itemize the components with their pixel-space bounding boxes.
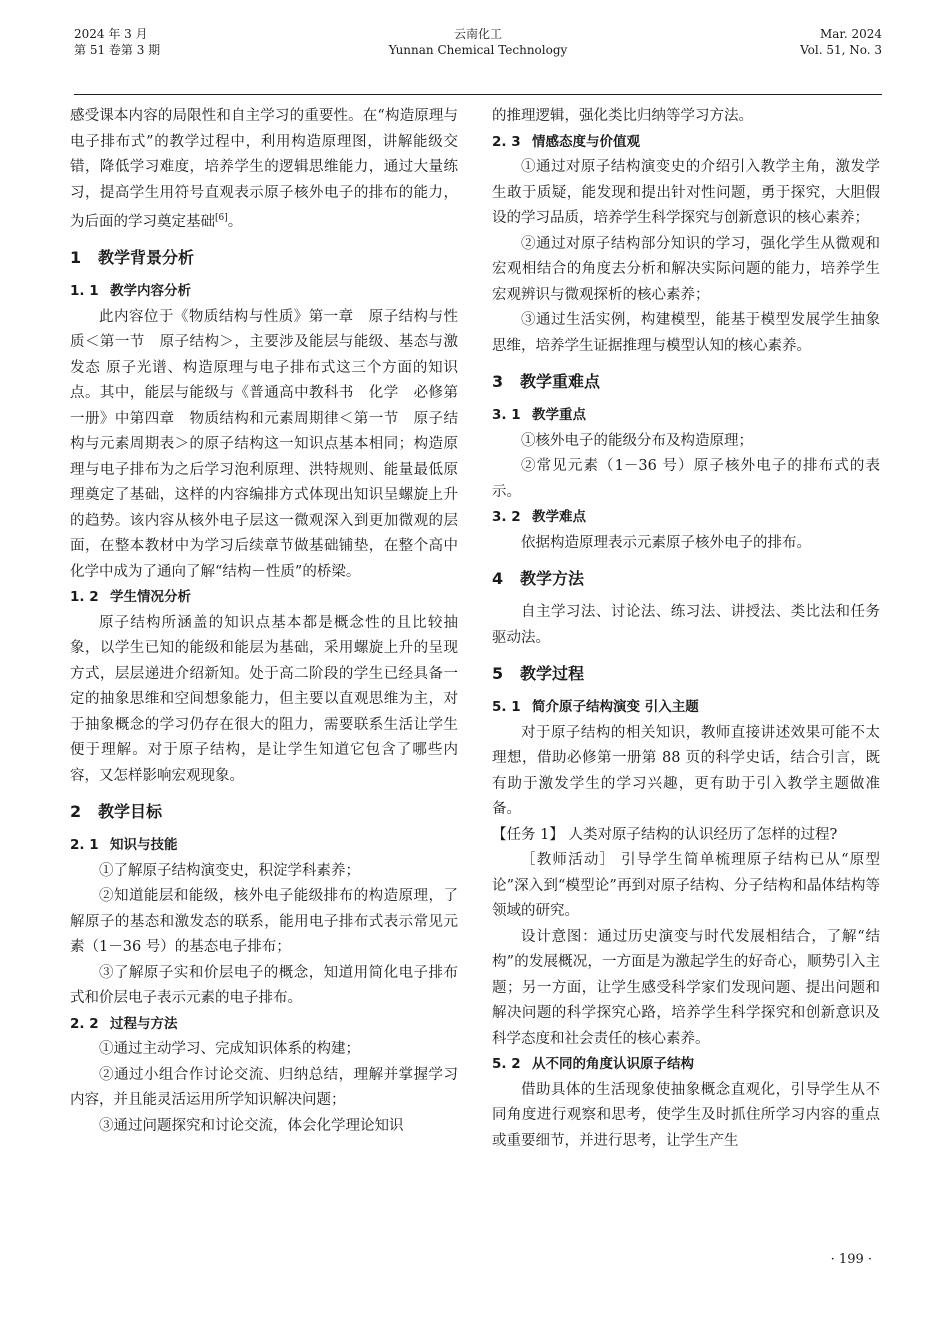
subsection-heading: 5. 2 从不同的角度认识原子结构 xyxy=(492,1056,694,1072)
paragraph: 此内容位于《物质结构与性质》第一章 原子结构与性质＜第一节 原子结构＞，主要涉及能层与能级、基态与激发态 原子光谱、构造原理与电子排布式这三个方面的知识点。其中，能层与能级与《普通高中教科书 化学 必修第一册》中第四章 物质结构和元素周期律＜第一节 原子结构与元素周期表＞的原子结构这一知识点基本相同；构造原理与电子排布为之后学习泡利原理、洪特规则、能量最低原理奠定了基础，这样的内容编排方式体现出知识呈螺旋上升的趋势。该内容从核外电子层这一微观深入到更加微观的层面，在整本教材中为学习后续章节做基础铺垫，在整个高中化学中成为了通向了解“结构－性质”的桥梁。 xyxy=(70,308,458,580)
intro-paragraph: 感受课本内容的局限性和自主学习的重要性。在“构造原理与电子排布式”的教学过程中，利用构造原理图，讲解能级交错，降低学习难度，培养学生的逻辑思维能力，通过大量练习，提高学生用符号直观表示原子核外电子的排布的能力，为后面的学习奠定基础[6]。 xyxy=(70,108,458,230)
list-item: ③通过问题探究和讨论交流，体会化学理论知识 xyxy=(99,1117,404,1134)
section-heading: 1 教学背景分析 xyxy=(70,248,195,268)
design-intent: 设计意图：通过历史演变与时代发展相结合，了解“结构”的发展概况，一方面是为激起学生的好奇心，顺势引入主题；另一方面，让学生感受科学家们发现问题、提出问题和解决问题的科学探究心路，培养学生科学探究和创新意识及科学态度和社会责任的核心素养。 xyxy=(492,928,880,1047)
section-heading: 2 教学目标 xyxy=(70,802,163,822)
citation-ref: [6] xyxy=(215,213,228,223)
list-item: ①通过对原子结构演变史的介绍引入教学主角，激发学生敢于质疑，能发现和提出针对性问题，勇于探究，大胆假设的学习品质，培养学生科学探究与创新意识的核心素养； xyxy=(492,159,880,226)
header-volume: 第 51 卷第 3 期 xyxy=(74,43,161,57)
subsection-heading: 2. 1 知识与技能 xyxy=(70,837,178,854)
header-volume-en: Vol. 51, No. 3 xyxy=(800,43,882,57)
header-date-en: Mar. 2024 xyxy=(819,27,882,41)
subsection-heading: 1. 1 教学内容分析 xyxy=(70,283,191,300)
paragraph: 借助具体的生活现象使抽象概念直观化，引导学生从不同角度进行观察和思考，使学生及时抓住所学习内容的重点或重要细节，并进行思考，让学生产生 xyxy=(492,1081,880,1149)
paragraph: 的推理逻辑，强化类比归纳等学习方法。 xyxy=(492,108,753,124)
paragraph: 自主学习法、讨论法、练习法、讲授法、类比法和任务驱动法。 xyxy=(492,604,880,646)
paragraph: 依据构造原理表示元素原子核外电子的排布。 xyxy=(521,534,811,551)
list-item: ②通过小组合作讨论交流、归纳总结，理解并掌握学习内容，并且能灵活运用所学知识解决问题； xyxy=(70,1066,458,1109)
running-header xyxy=(74,26,882,92)
list-item: ①了解原子结构演变史，积淀学科素养； xyxy=(99,862,360,879)
list-item: ①通过主动学习、完成知识体系的构建； xyxy=(99,1041,360,1058)
paragraph: 对于原子结构的相关知识，教师直接讲述效果可能不太理想，借助必修第一册第 88 页的科学史话，结合引言，既有助于激发学生的学习兴趣，更有助于引入教学主题做准备。 xyxy=(492,724,880,817)
subsection-heading: 1. 2 学生情况分析 xyxy=(70,589,191,606)
subsection-heading: 3. 1 教学重点 xyxy=(492,407,586,423)
list-item: ②通过对原子结构部分知识的学习，强化学生从微观和宏观相结合的角度去分析和解决实际问题的能力，培养学生宏观辨识与微观探析的核心素养； xyxy=(492,235,880,303)
list-item: ①核外电子的能级分布及构造原理； xyxy=(521,432,753,449)
left-column xyxy=(70,104,458,1139)
task-prompt: 【任务 1】 人类对原子结构的认识经历了怎样的过程? xyxy=(492,826,838,843)
header-date: 2024 年 3 月 xyxy=(74,27,148,41)
header-right xyxy=(800,26,882,58)
subsection-heading: 3. 2 教学难点 xyxy=(492,509,586,525)
page-number: · 199 · xyxy=(830,1252,872,1267)
section-heading: 4 教学方法 xyxy=(492,569,585,588)
subsection-heading: 2. 3 情感态度与价值观 xyxy=(492,133,640,150)
section-heading: 5 教学过程 xyxy=(492,664,585,683)
list-item: ③通过生活实例，构建模型，能基于模型发展学生抽象思维，培养学生证据推理与模型认知的核心素养。 xyxy=(492,312,880,354)
section-heading: 3 教学重难点 xyxy=(492,372,601,391)
subsection-heading: 5. 1 简介原子结构演变 引入主题 xyxy=(492,699,699,715)
subsection-heading: 2. 2 过程与方法 xyxy=(70,1015,178,1032)
right-column xyxy=(492,104,880,1154)
teacher-activity: ［教师活动］ 引导学生简单梳理原子结构已从“原型论”深入到“模型论”再到对原子结构、分子结构和晶体结构等领域的研究。 xyxy=(492,852,880,919)
header-center xyxy=(74,26,882,58)
paragraph: 原子结构所涵盖的知识点基本都是概念性的且比较抽象，以学生已知的能级和能层为基础，采用螺旋上升的呈现方式，层层递进介绍新知。处于高二阶段的学生已经具备一定的抽象思维和空间想象能力，但主要以直观思维为主，对于抽象概念的学习仍存在很大的阻力，需要联系生活让学生便于理解。对于原子结构，是让学生知道它包含了哪些内容，又怎样影响宏观现象。 xyxy=(70,614,458,784)
list-item: ②常见元素（1－36 号）原子核外电子的排布式的表示。 xyxy=(492,458,880,500)
header-rule xyxy=(74,94,882,95)
list-item: ②知道能层和能级，核外电子能级排布的构造原理，了解原子的基态和激发态的联系，能用电子排布式表示常见元素（1－36 号）的基态电子排布； xyxy=(70,888,458,956)
list-item: ③了解原子实和价层电子的概念，知道用简化电子排布式和价层电子表示元素的电子排布。 xyxy=(70,964,458,1007)
journal-title-en: Yunnan Chemical Technology xyxy=(388,43,568,57)
journal-title-cn: 云南化工 xyxy=(453,27,502,41)
